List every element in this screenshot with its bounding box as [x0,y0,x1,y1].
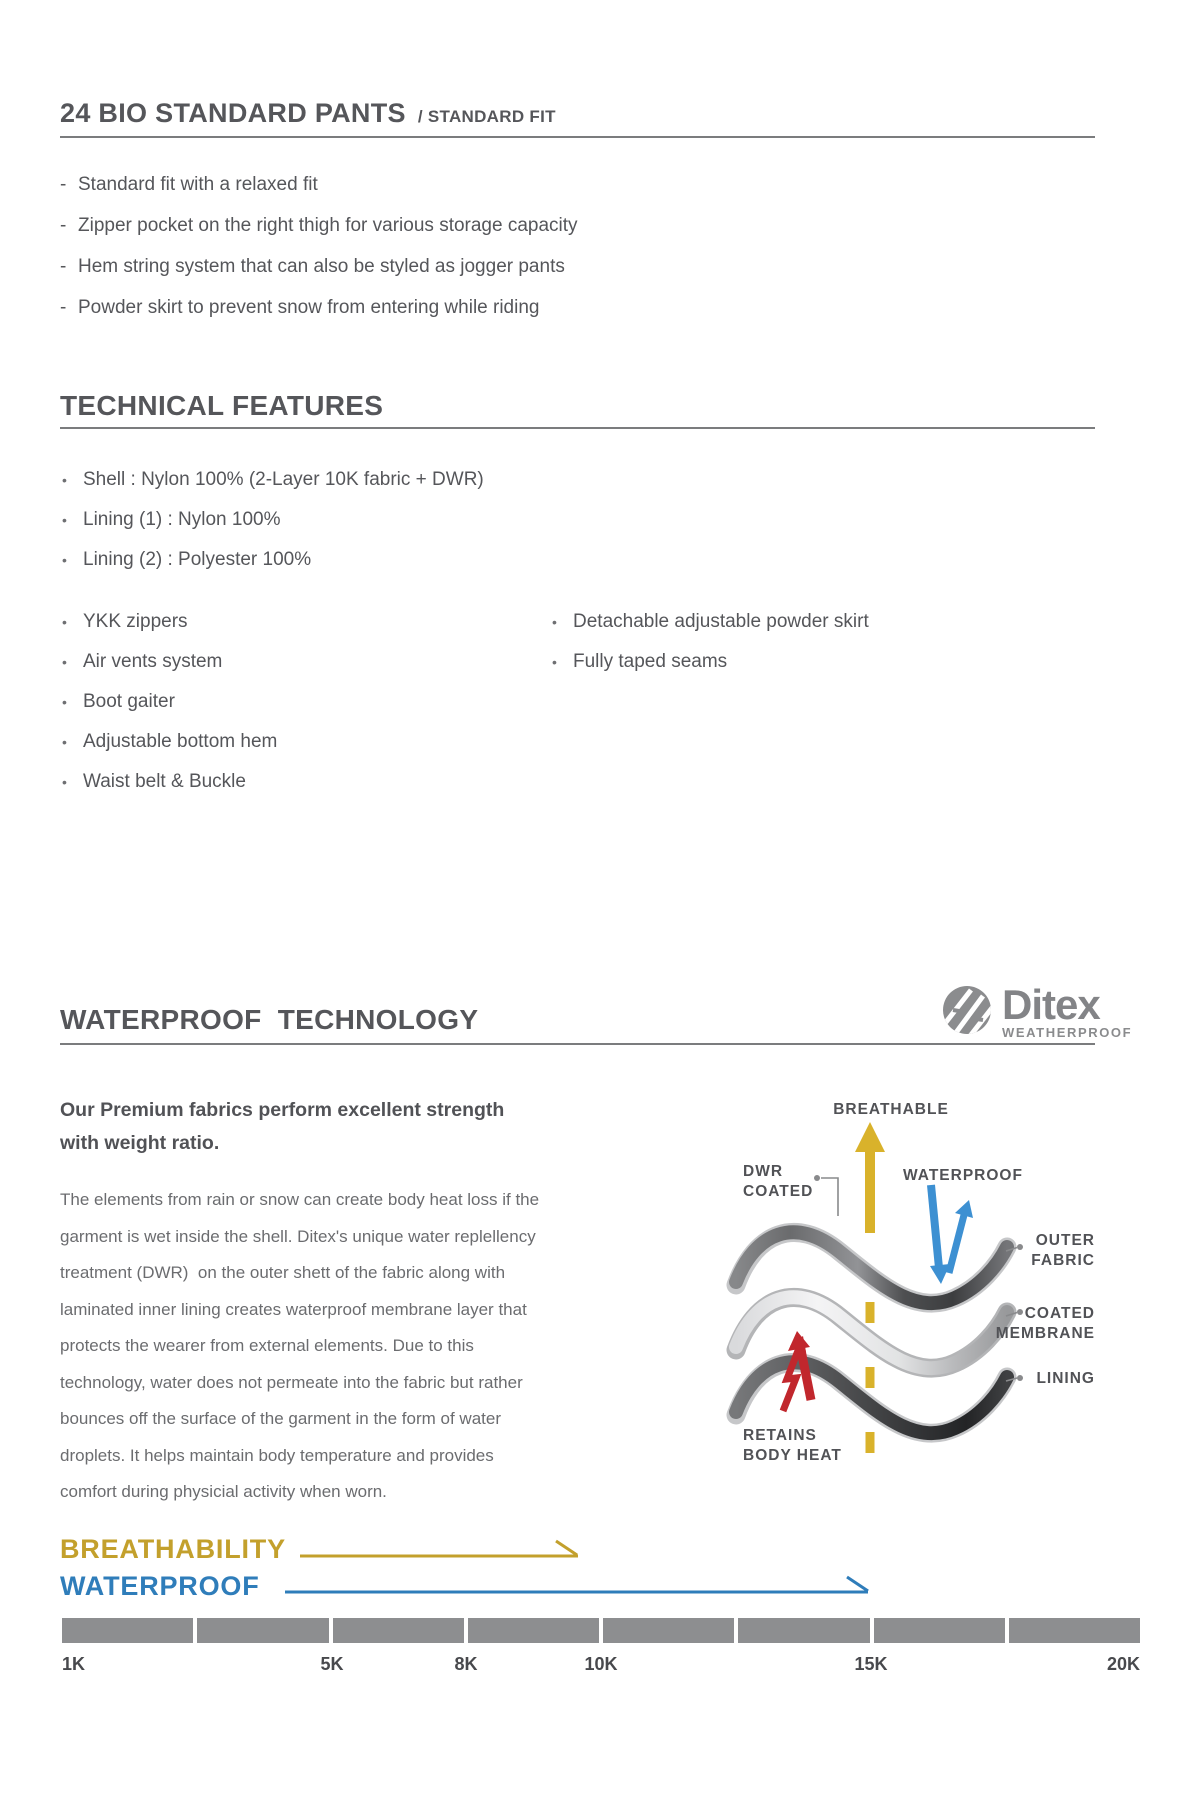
bullet-glyph: • [62,512,67,528]
highlight-text: Zipper pocket on the right thigh for various storage capacity [78,215,578,236]
feature-text: Waist belt & Buckle [83,771,246,792]
materials-list [62,460,484,580]
intro-line: with weight ratio. [60,1132,220,1154]
highlight-text: Standard fit with a relaxed fit [78,174,318,195]
body-line: protects the wearer from external elements. Due to this [60,1336,474,1355]
technical-features-heading: TECHNICAL FEATURES [60,390,384,421]
tick-label: 1K [62,1654,86,1674]
bullet-glyph: • [552,614,557,630]
brand-tagline: WEATHERPROOF [1002,1024,1133,1040]
waterproof-label: WATERPROOF [903,1167,1023,1184]
rating-lines [0,1520,1200,1615]
list-item [62,500,484,540]
bullet-glyph: • [62,774,67,790]
fabric-layers-diagram [640,950,1200,1470]
body-line: garment is wet inside the shell. Ditex's unique water replellency [60,1226,536,1246]
bullet-glyph: • [62,472,67,488]
technical-divider [60,427,1095,429]
bullet-glyph: • [62,614,67,630]
list-item [62,460,484,500]
waterproof-rating-label: WATERPROOF [60,1571,260,1601]
highlight-text: Powder skirt to prevent snow from entering while riding [78,297,540,318]
coated-membrane-label: COATED MEMBRANE [995,1305,1095,1342]
feature-text: Fully taped seams [573,651,728,672]
material-text: Lining (2) : Polyester 100% [83,549,312,570]
features-left-list [62,602,277,802]
bullet-glyph: • [62,552,67,568]
list-item [62,602,277,642]
brand-name: Ditex [1002,980,1100,1028]
bar-segment [333,1618,464,1643]
list-item [62,762,277,802]
list-item [60,246,578,287]
dash-glyph: - [60,256,67,277]
intro-line: Our Premium fabrics perform excellent strength [60,1099,505,1121]
list-item [60,287,578,328]
highlight-text: Hem string system that can also be styled as jogger pants [78,256,565,277]
list-item [62,722,277,762]
outer-fabric-label: OUTER FABRIC [1031,1232,1095,1269]
body-line: technology, water does not permeate into the fabric but rather [60,1372,523,1392]
list-item [62,540,484,580]
feature-text: Detachable adjustable powder skirt [573,611,869,632]
tick-label: 15K [854,1654,888,1674]
bar-segment [1009,1618,1140,1643]
highlight-list [60,164,578,328]
bullet-glyph: • [62,734,67,750]
rating-scale [0,1520,1200,1700]
tick-label: 10K [584,1654,618,1674]
dash-glyph: - [60,297,67,318]
material-text: Shell : Nylon 100% (2-Layer 10K fabric + DWR) [83,469,484,490]
product-name: 24 BIO STANDARD PANTS [60,98,406,128]
waterproof-body [60,1182,539,1511]
lining-label: LINING [1036,1370,1095,1387]
list-item [552,602,869,642]
body-line: treatment (DWR) on the outer shett of the fabric along with [60,1263,506,1282]
retains-body-heat-label: RETAINS BODY HEAT [743,1427,842,1464]
body-line: laminated inner lining creates waterproof membrane layer that [60,1299,527,1319]
breathability-rating-label: BREATHABILITY [60,1534,286,1564]
dwr-coated-label: DWR COATED [743,1163,814,1200]
bullet-glyph: • [62,654,67,670]
bar-segment [197,1618,328,1643]
list-item [62,682,277,722]
fit-type: / STANDARD FIT [417,107,556,126]
body-line: comfort during physicial activity when worn. [60,1482,387,1501]
tick-label: 5K [320,1654,344,1674]
body-line: droplets. It helps maintain body temperature and provides [60,1445,494,1465]
list-item [62,642,277,682]
page-title [60,98,556,129]
bar-segment [468,1618,599,1643]
body-line: The elements from rain or snow can create body heat loss if the [60,1190,540,1209]
waterproof-intro [60,1094,504,1160]
body-line: bounces off the surface of the garment in the form of water [60,1409,501,1428]
material-text: Lining (1) : Nylon 100% [83,509,281,530]
list-item [60,164,578,205]
tick-label: 8K [454,1654,478,1674]
waterproof-arrows [930,1185,973,1284]
feature-text: YKK zippers [83,611,188,632]
list-item [60,205,578,246]
bullet-glyph: • [62,694,67,710]
feature-text: Boot gaiter [83,691,175,712]
features-right-list [552,602,869,682]
bar-segment [874,1618,1005,1643]
rating-bar [62,1618,1140,1643]
bar-segment [603,1618,734,1643]
bullet-glyph: • [552,654,557,670]
breathable-label: BREATHABLE [833,1101,949,1118]
dash-glyph: - [60,215,67,236]
tick-label: 20K [1106,1654,1140,1674]
dash-glyph: - [60,174,67,195]
bar-segment [62,1618,193,1643]
fabric-layers-art [640,950,1200,1470]
list-item [552,642,869,682]
scale-ticks [62,1654,1140,1676]
feature-text: Adjustable bottom hem [83,731,278,752]
bar-segment [738,1618,869,1643]
waterproof-technology-heading: WATERPROOF TECHNOLOGY [60,1004,479,1035]
feature-text: Air vents system [83,651,223,672]
title-divider [60,136,1095,138]
